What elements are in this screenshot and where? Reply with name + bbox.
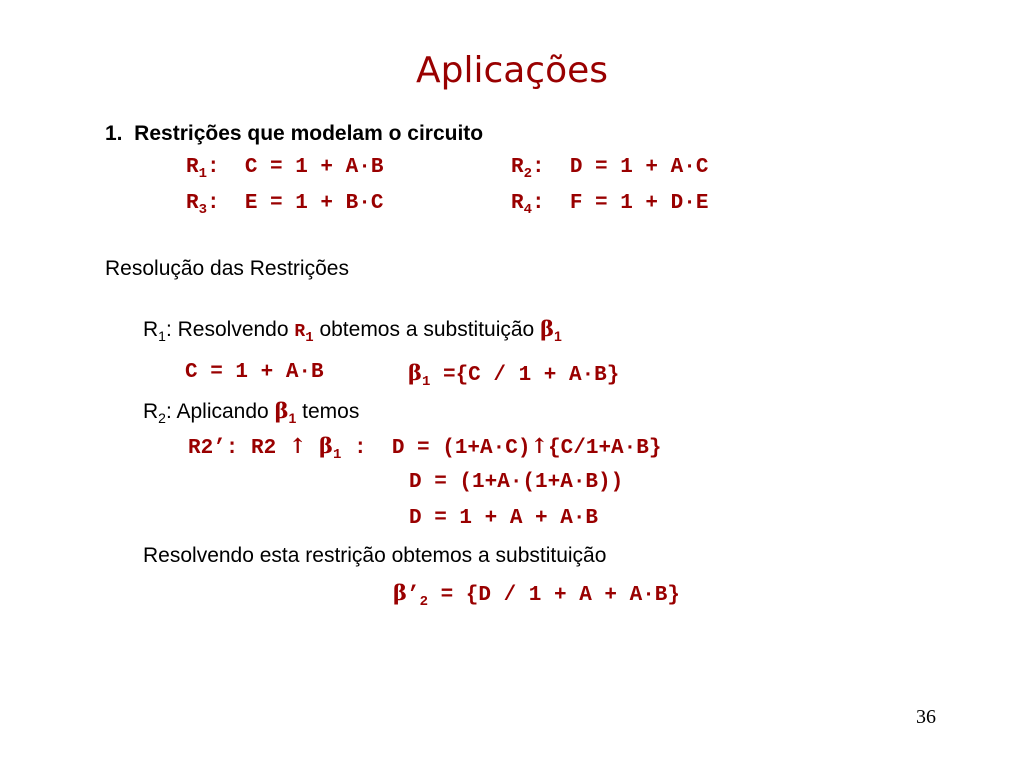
constraint-sub: 4 [523, 202, 533, 218]
constraint-r1 [186, 155, 383, 181]
constraint-expr: : C = 1 + A·B [207, 156, 384, 179]
beta-sub: 1 [288, 410, 297, 426]
constraints-heading: 1. Restrições que modelam o circuito [105, 122, 484, 145]
step2-label-sub: 2 [158, 410, 166, 426]
step2-text-a: : Aplicando [165, 400, 275, 423]
step1-label: R [143, 318, 159, 341]
step3-substitution [393, 580, 680, 609]
constraint-r4 [511, 191, 708, 217]
constraint-r2 [511, 155, 708, 181]
page-number: 36 [916, 706, 936, 728]
constraint-expr: : F = 1 + D·E [532, 192, 709, 215]
up-arrow-icon: ↑ [530, 433, 549, 458]
step1-text-b: obtemos a substituição [313, 318, 541, 341]
step2-text-b: temos [296, 400, 360, 423]
step1-text-a: : Resolvendo [165, 318, 295, 341]
step1-equation-left: C = 1 + A·B [185, 361, 324, 384]
step1-substitution: ={C / 1 + A·B} [430, 364, 620, 387]
step2-rest: : D = (1+A·C) [341, 437, 531, 460]
step2-tail: {C/1+A·B} [548, 437, 662, 460]
beta-symbol: β [540, 316, 555, 341]
constraint-sub: 3 [198, 202, 208, 218]
step1-line [143, 316, 562, 345]
beta-symbol: β [408, 360, 422, 385]
constraint-expr: : D = 1 + A·C [532, 156, 709, 179]
step3-text: Resolvendo esta restrição obtemos a substituição [143, 544, 607, 567]
up-arrow-icon: ↑ [288, 433, 307, 458]
step2-prefix: R2’: R2 [188, 437, 289, 460]
step2-derivation-line1 [188, 433, 661, 462]
constraint-label: R [186, 192, 199, 215]
step2-derivation-line2: D = (1+A·(1+A·B)) [409, 471, 624, 494]
beta-symbol: β [274, 398, 289, 423]
step3-expr: = {D / 1 + A + A·B} [427, 584, 681, 607]
beta-sub: 2 [419, 594, 428, 610]
constraint-r3 [186, 191, 383, 217]
resolution-heading: Resolução das Restrições [105, 257, 349, 280]
constraint-sub: 2 [523, 166, 533, 182]
constraint-label: R [186, 156, 199, 179]
constraint-sub: 1 [198, 166, 208, 182]
step1-equation-right [408, 360, 619, 389]
constraint-label: R [511, 156, 524, 179]
constraint-label: R [511, 192, 524, 215]
step2-line [143, 398, 359, 425]
beta-sub: 1 [554, 328, 562, 344]
step2-derivation-line3: D = 1 + A + A·B [409, 507, 599, 530]
beta-symbol: β [393, 580, 407, 605]
beta-sub: 1 [333, 447, 342, 463]
step2-label: R [143, 400, 159, 423]
slide-title: Aplicações [415, 50, 609, 91]
step1-code: $R_1$ [294, 322, 314, 346]
beta-sub: 1 [421, 374, 431, 390]
prime-mark: ’ [406, 584, 420, 607]
step1-label-sub: 1 [158, 328, 166, 344]
beta-symbol: β [319, 433, 333, 458]
constraint-expr: : E = 1 + B·C [207, 192, 384, 215]
